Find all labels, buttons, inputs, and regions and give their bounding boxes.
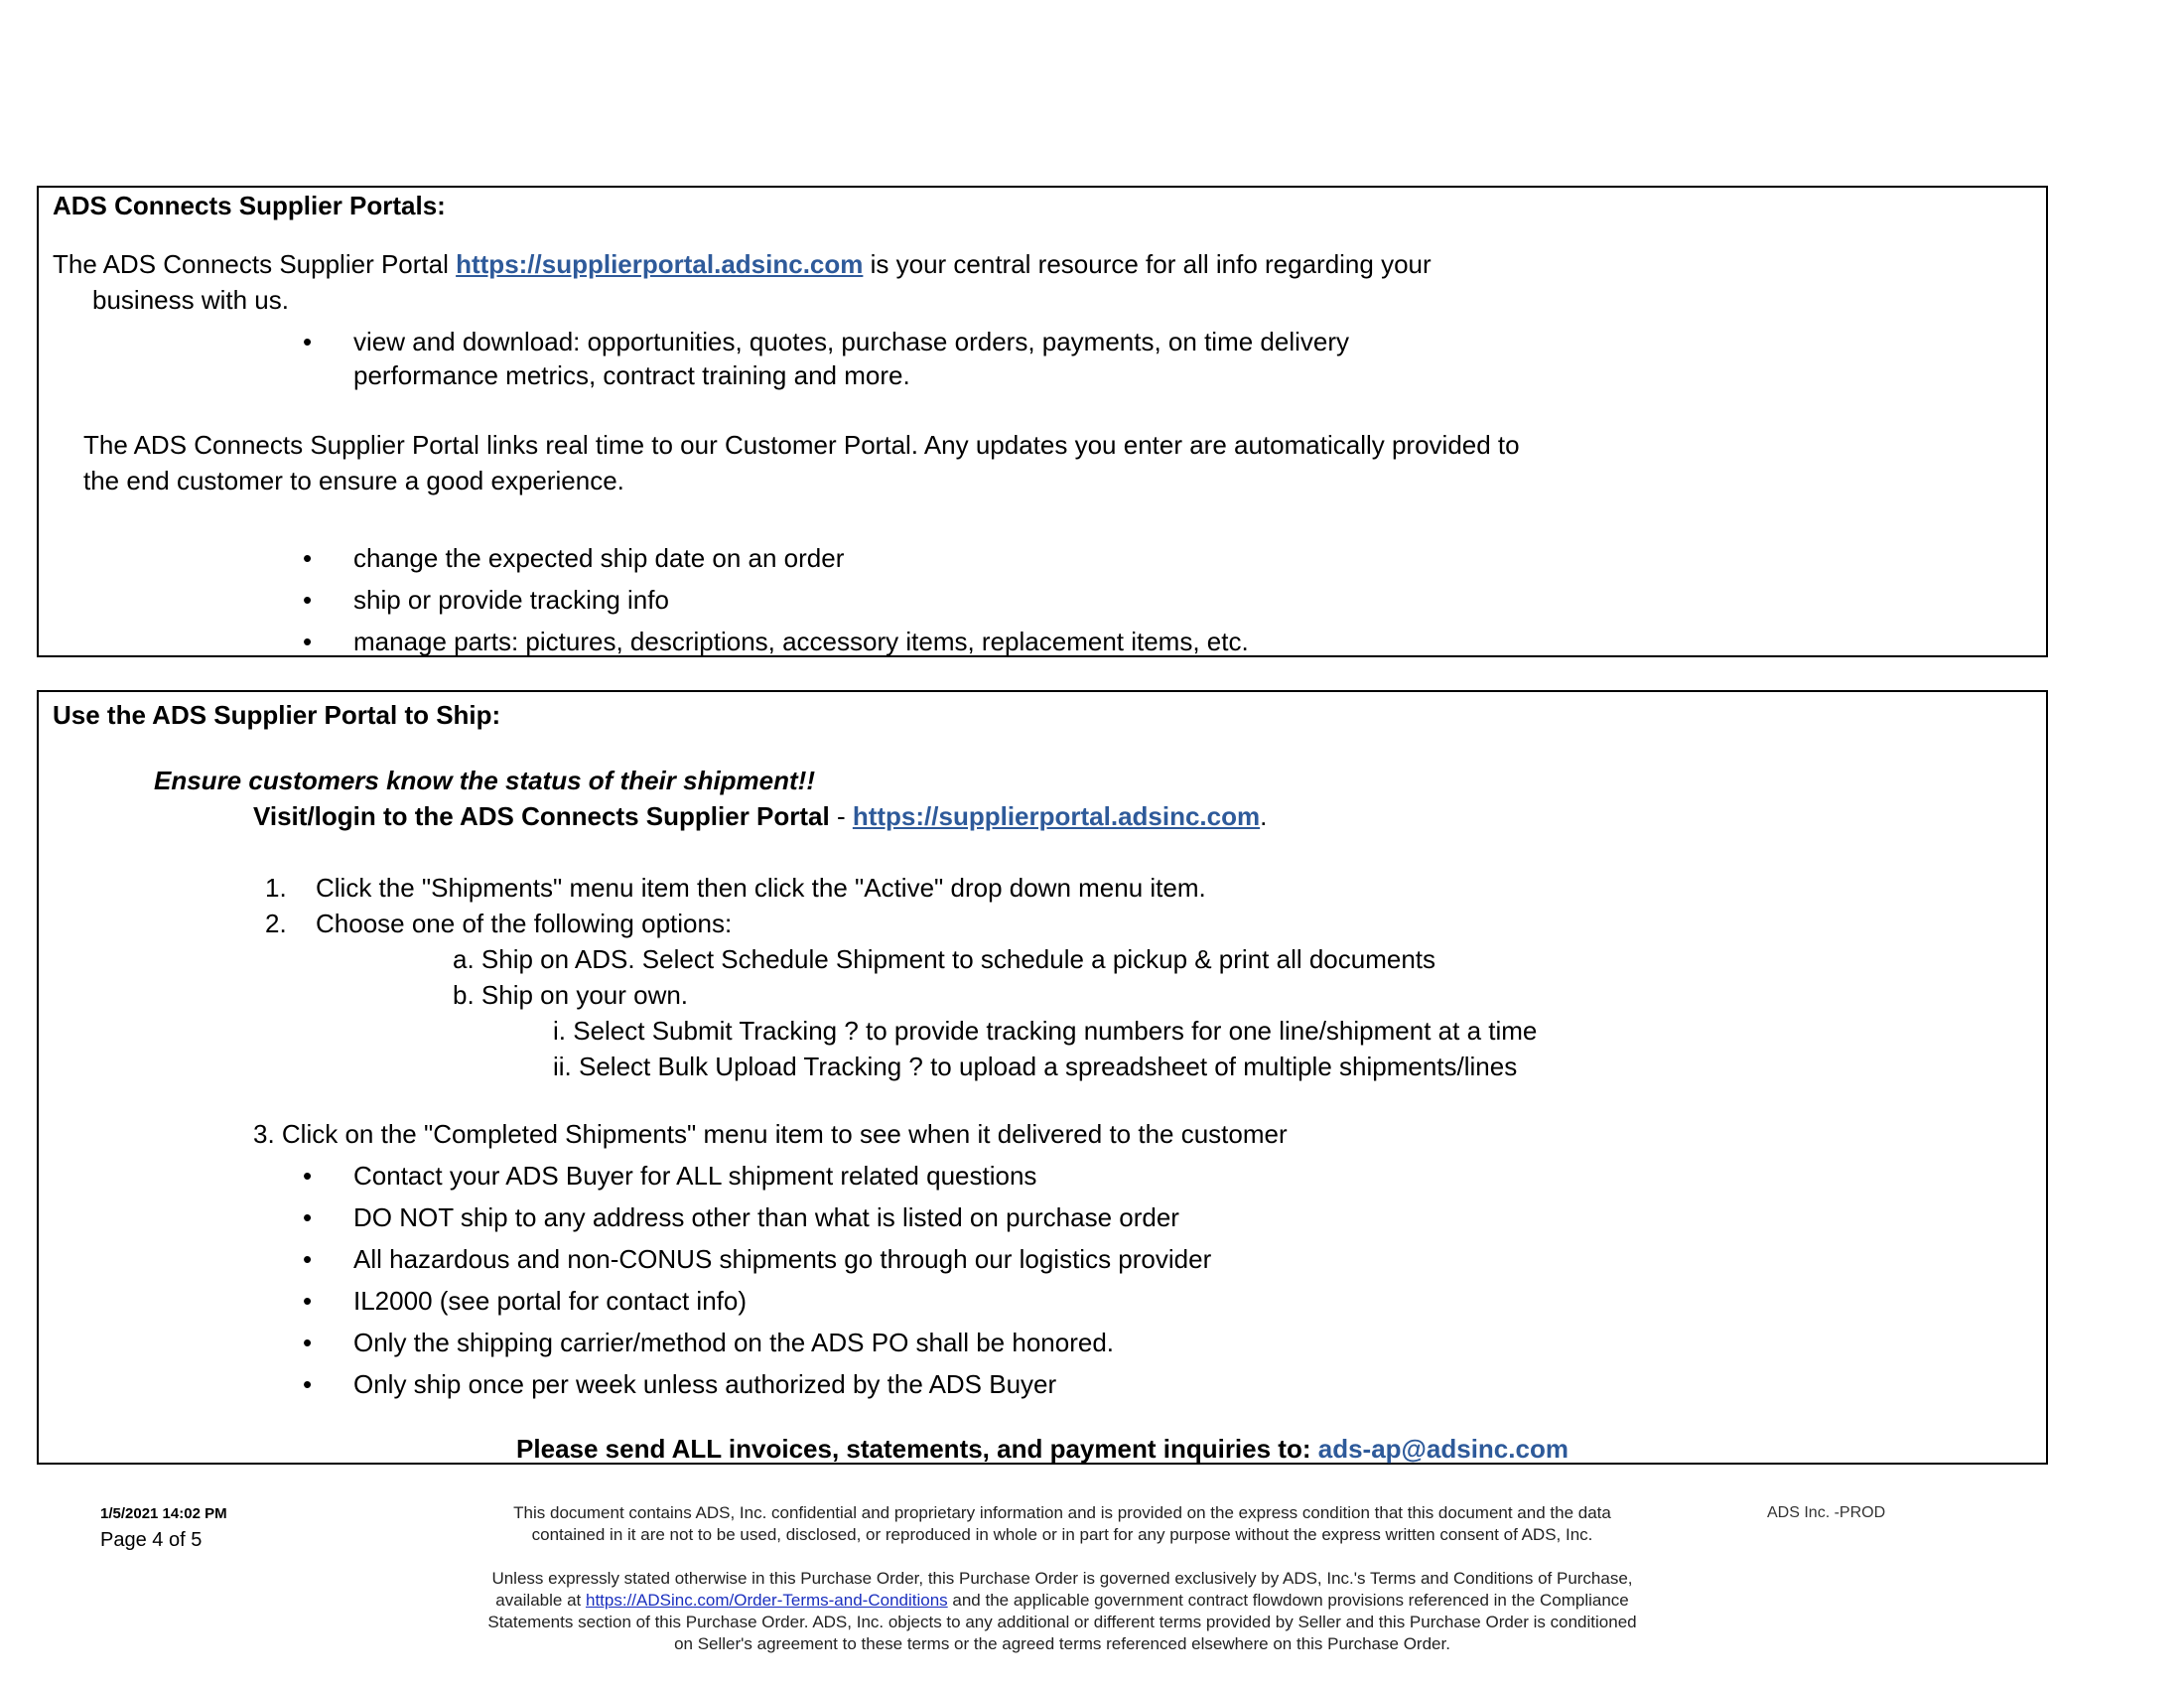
- terms-line2: [338, 1590, 1787, 1612]
- bullet-icon: •: [303, 1244, 313, 1274]
- bullet-icon: •: [303, 543, 313, 573]
- bullet-icon: •: [303, 1286, 313, 1316]
- confidential-line2: contained in it are not to be used, disclosed, or reproduced in whole or in part for any purpose without the express written consent of ADS, Inc.: [531, 1525, 1593, 1544]
- bullet-icon: •: [303, 1202, 313, 1232]
- option-b: b. Ship on your own.: [453, 980, 689, 1010]
- step2-number: 2.: [265, 909, 287, 938]
- ship-bullet-item: IL2000 (see portal for contact info): [353, 1286, 748, 1316]
- page-total: 5: [191, 1529, 203, 1551]
- terms-line4: on Seller's agreement to these terms or the agreed terms referenced elsewhere on this Purchase Order.: [674, 1634, 1450, 1653]
- visit-dash: -: [829, 801, 853, 831]
- view-download-line2: performance metrics, contract training and more.: [353, 360, 910, 390]
- ship-heading: [53, 698, 500, 732]
- portal-bullet-item: change the expected ship date on an order: [353, 543, 845, 573]
- footer-env: ADS Inc. -PROD: [1767, 1504, 1886, 1521]
- realtime-line2: the end customer to ensure a good experience.: [83, 466, 624, 495]
- terms-line2-after: and the applicable government contract flowdown provisions referenced in the Compliance: [947, 1591, 1629, 1610]
- ship-bullet-item: DO NOT ship to any address other than what is listed on purchase order: [353, 1202, 1179, 1232]
- footer-datetime: 1/5/2021 14:02 PM: [100, 1505, 227, 1522]
- ship-bullet-item: All hazardous and non-CONUS shipments go through our logistics provider: [353, 1244, 1212, 1274]
- ship-heading-colon: :: [491, 700, 501, 730]
- terms-line1: Unless expressly stated otherwise in this Purchase Order, this Purchase Order is governed exclusively by ADS, Inc.'s Terms and Conditions of Purchase,: [491, 1569, 1633, 1588]
- ship-bullet-item: Only the shipping carrier/method on the ADS PO shall be honored.: [353, 1328, 1114, 1357]
- invoice-email[interactable]: ads-ap@adsinc.com: [1317, 1434, 1569, 1464]
- step2-text: Choose one of the following options:: [316, 909, 733, 938]
- bullet-icon: •: [303, 585, 313, 615]
- bullet-icon: •: [303, 1369, 313, 1399]
- portals-intro-line2: business with us.: [92, 285, 289, 315]
- ensure-status-text: Ensure customers know the status of their shipment!!: [154, 766, 815, 795]
- portals-intro: [53, 247, 1432, 281]
- portal-bullet-item: ship or provide tracking info: [353, 585, 669, 615]
- ship-heading-text: Use the ADS Supplier Portal to Ship: [53, 700, 492, 730]
- portal-bullet-item: manage parts: pictures, descriptions, accessory items, replacement items, etc.: [353, 627, 1249, 656]
- invoice-text: Please send ALL invoices, statements, and payment inquiries to:: [516, 1434, 1318, 1464]
- terms-link[interactable]: https://ADSinc.com/Order-Terms-and-Conditions: [585, 1591, 948, 1610]
- realtime-line1: The ADS Connects Supplier Portal links real time to our Customer Portal. Any updates you enter are automatically provided to: [83, 430, 1520, 460]
- bullet-icon: •: [303, 1161, 313, 1191]
- portals-heading: ADS Connects Supplier Portals:: [53, 191, 446, 220]
- supplier-portal-link[interactable]: https://supplierportal.adsinc.com: [456, 249, 864, 279]
- terms-line2-before: available at: [495, 1591, 586, 1610]
- terms-line3: Statements section of this Purchase Order. ADS, Inc. objects to any additional or different terms provided by Seller and this Purchase Order is conditioned: [487, 1613, 1637, 1631]
- option-a: a. Ship on ADS. Select Schedule Shipment to schedule a pickup & print all documents: [453, 944, 1436, 974]
- bullet-icon: •: [303, 627, 313, 656]
- confidential-line1: This document contains ADS, Inc. confidential and proprietary information and is provided on the express condition that this document and the data: [513, 1503, 1611, 1522]
- page-label: Page: [100, 1529, 147, 1551]
- portals-intro-after: is your central resource for all info regarding your: [863, 249, 1432, 279]
- bullet-icon: •: [303, 1328, 313, 1357]
- ship-bullet-item: Only ship once per week unless authorized by the ADS Buyer: [353, 1369, 1057, 1399]
- step1-text: Click the "Shipments" menu item then click the "Active" drop down menu item.: [316, 873, 1206, 903]
- ship-portal-link[interactable]: https://supplierportal.adsinc.com: [852, 801, 1261, 831]
- option-b-i: i. Select Submit Tracking ? to provide tracking numbers for one line/shipment at a time: [553, 1016, 1538, 1046]
- view-download-line1: view and download: opportunities, quotes, purchase orders, payments, on time delivery: [353, 327, 1350, 356]
- page-of: of: [168, 1529, 186, 1551]
- step1-number: 1.: [265, 873, 287, 903]
- visit-after: .: [1260, 801, 1268, 831]
- visit-portal-text: Visit/login to the ADS Connects Supplier Portal: [253, 801, 830, 831]
- portals-intro-before: The ADS Connects Supplier Portal: [53, 249, 457, 279]
- bullet-icon: •: [303, 327, 313, 356]
- page-num: 4: [152, 1529, 164, 1551]
- option-b-ii: ii. Select Bulk Upload Tracking ? to upload a spreadsheet of multiple shipments/lines: [553, 1052, 1518, 1081]
- step3-text: 3. Click on the "Completed Shipments" menu item to see when it delivered to the customer: [253, 1119, 1288, 1149]
- visit-portal-line: [253, 799, 1267, 833]
- footer-page-number: [100, 1528, 202, 1552]
- invoice-line: [0, 1432, 2085, 1466]
- ship-bullet-item: Contact your ADS Buyer for ALL shipment related questions: [353, 1161, 1037, 1191]
